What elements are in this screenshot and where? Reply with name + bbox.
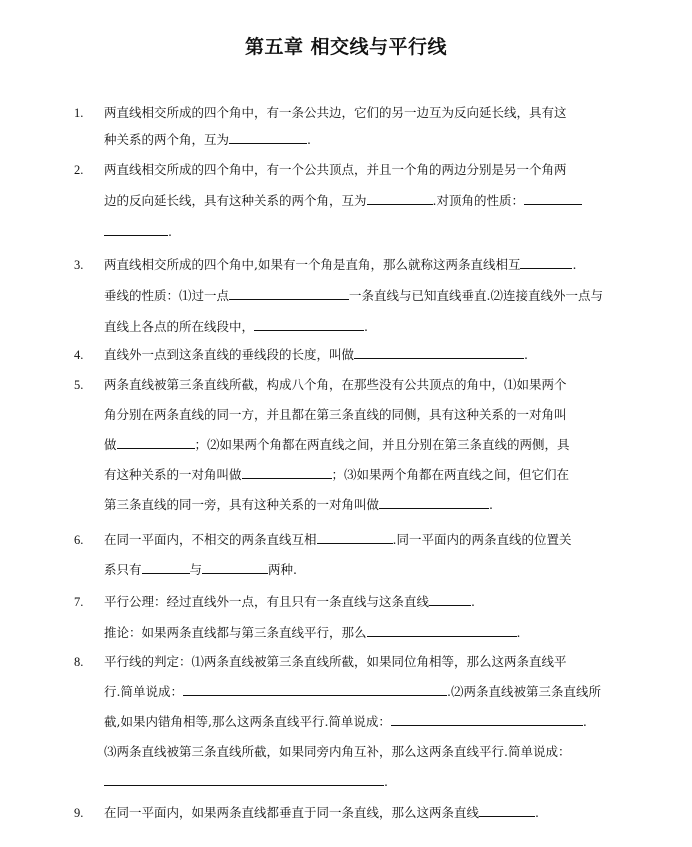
answer-blank[interactable] [229, 286, 349, 300]
answer-blank[interactable] [202, 560, 268, 574]
answer-blank[interactable] [367, 623, 517, 637]
answer-blank[interactable] [429, 592, 471, 606]
answer-blank[interactable] [183, 682, 447, 696]
question-line [104, 286, 626, 306]
question-line [104, 103, 626, 123]
answer-blank[interactable] [379, 495, 489, 509]
question-text: 行.简单说成： [104, 684, 183, 699]
question-text: 直线外一点到这条直线的垂线段的长度，叫做 [104, 347, 355, 362]
question-line [104, 623, 626, 643]
question-line [104, 652, 626, 672]
question-line [104, 742, 626, 762]
question-text: . [168, 224, 172, 239]
question-line [104, 560, 626, 580]
question-number: 3. [74, 258, 84, 272]
question-text: 两条直线被第三条直线所截，构成八个角，在那些没有公共顶点的角中，⑴如果两个 [104, 377, 567, 392]
question-text: 一条直线与已知直线垂直.⑵连接直线外一点与 [349, 288, 603, 303]
question-number: 8. [74, 655, 84, 669]
question-text: 直线上各点的所在线段中， [104, 319, 255, 334]
question-text: 平行线的判定：⑴两条直线被第三条直线所截，如果同位角相等，那么这两条直线平 [104, 654, 567, 669]
question-text: ；⑶如果两个角都在两直线之间，但它们在 [331, 467, 570, 482]
answer-blank[interactable] [142, 560, 190, 574]
question-text: 截,如果内错角相等,那么这两条直线平行.简单说成： [104, 714, 391, 729]
question-number: 5. [74, 378, 84, 392]
answer-blank[interactable] [104, 772, 384, 786]
answer-blank[interactable] [354, 345, 524, 359]
question-text: 平行公理：经过直线外一点，有且只有一条直线与这条直线 [104, 594, 430, 609]
question-number: 1. [74, 106, 84, 120]
answer-blank[interactable] [317, 530, 393, 544]
question-text: 在同一平面内，如果两条直线都垂直于同一条直线，那么这两条直线 [104, 805, 480, 820]
question-text: . [489, 497, 493, 512]
question-text: 有这种关系的一对角叫做 [104, 467, 242, 482]
question-line [104, 682, 626, 702]
question-text: . [364, 319, 368, 334]
question-text: ⑶两条直线被第三条直线所截，如果同旁内角互补，那么这两条直线平行.简单说成： [104, 744, 571, 759]
question-line [104, 465, 626, 485]
question-text: 第三条直线的同一旁，具有这种关系的一对角叫做 [104, 497, 380, 512]
answer-blank[interactable] [254, 317, 364, 331]
question-line [104, 130, 626, 150]
question-text: .⑵两条直线被第三条直线所 [446, 684, 601, 699]
question-text: . [582, 714, 587, 729]
question-line [104, 317, 626, 337]
question-text: . [524, 347, 528, 362]
answer-blank[interactable] [117, 435, 195, 449]
question-text: 系只有 [104, 562, 142, 577]
question-text: . [516, 625, 521, 640]
question-text: 边的反向延长线，具有这种关系的两个角，互为 [104, 193, 367, 208]
question-line [104, 375, 626, 395]
question-line [104, 405, 626, 425]
question-text: . [307, 132, 311, 147]
question-number: 6. [74, 533, 84, 547]
answer-blank[interactable] [479, 803, 535, 817]
question-number: 2. [74, 163, 84, 177]
question-text: 两直线相交所成的四个角中，有一条公共边，它们的另一边互为反向延长线，具有这 [104, 105, 567, 120]
question-text: 两直线相交所成的四个角中，有一个公共顶点，并且一个角的两边分别是另一个角两 [104, 162, 567, 177]
question-text: . [384, 774, 388, 789]
question-line [104, 222, 626, 242]
question-number: 4. [74, 348, 84, 362]
question-line [104, 495, 626, 515]
answer-blank[interactable] [520, 255, 572, 269]
answer-blank[interactable] [391, 712, 583, 726]
question-line [104, 345, 626, 365]
question-text: 垂线的性质：⑴过一点 [104, 288, 230, 303]
question-text: . [471, 594, 475, 609]
question-line [104, 803, 626, 823]
question-text: 做 [104, 437, 117, 452]
question-text: 在同一平面内，不相交的两条直线互相 [104, 532, 317, 547]
question-text: 两直线相交所成的四个角中,如果有一个角是直角，那么就称这两条直线相互 [104, 257, 521, 272]
question-text: .同一平面内的两条直线的位置关 [392, 532, 572, 547]
answer-blank[interactable] [367, 191, 433, 205]
question-text: 与 [189, 562, 203, 577]
question-number: 9. [74, 806, 84, 820]
answer-blank[interactable] [104, 222, 168, 236]
question-text: 两种. [268, 562, 298, 577]
page-title: 第五章 相交线与平行线 [244, 36, 448, 58]
answer-blank[interactable] [524, 191, 582, 205]
question-line [104, 191, 626, 211]
question-text: 推论：如果两条直线都与第三条直线平行，那么 [104, 625, 367, 640]
question-line [104, 160, 626, 180]
answer-blank[interactable] [229, 130, 307, 144]
question-text: ；⑵如果两个角都在两直线之间，并且分别在第三条直线的两侧，具 [194, 437, 570, 452]
question-text: .对顶角的性质： [432, 193, 524, 208]
question-line [104, 772, 626, 792]
question-text: . [535, 805, 539, 820]
answer-blank[interactable] [242, 465, 332, 479]
question-line [104, 255, 626, 275]
question-line [104, 530, 626, 550]
question-text: 种关系的两个角，互为 [104, 132, 230, 147]
question-number: 7. [74, 595, 84, 609]
question-text: . [572, 257, 577, 272]
question-line [104, 435, 626, 455]
question-line [104, 592, 626, 612]
question-line [104, 712, 626, 732]
question-text: 角分别在两条直线的同一方，并且都在第三条直线的同侧，具有这种关系的一对角叫 [104, 407, 567, 422]
